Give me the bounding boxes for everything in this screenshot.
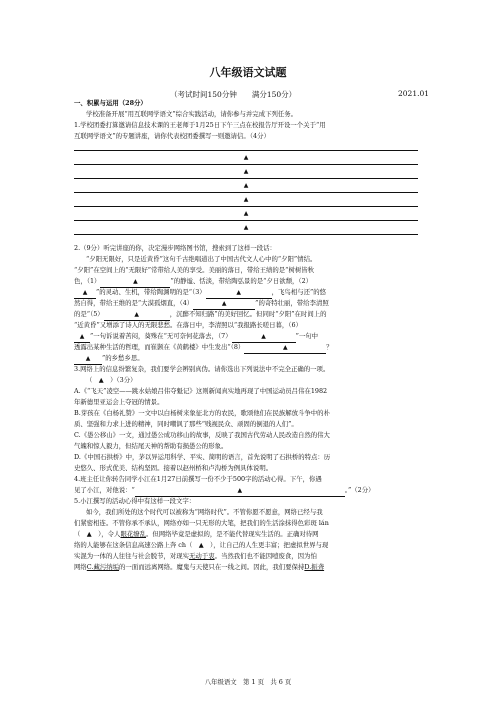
answer-triangle-icon: ▲ [243,168,249,175]
blank-1[interactable]: ▲ [100,276,170,288]
q1-line-1: 1.学校团委打算邀请信息技术课的王老师于1月25日下午三点在校报告厅开设一个关于“用 [74,121,326,129]
q2-line: ▲ ”一句诉说着苦闷，葵殊在“无可奈何花落去，（7） ▲ ”一句中 [74,331,419,343]
blank-3[interactable]: ▲ [206,287,272,299]
answer-triangle-icon: ▲ [243,182,249,189]
answer-triangle-icon: ▲ [243,154,249,161]
q5-line: 5.小江撰写的活动心得中有这样一段文字： [74,497,196,505]
answer-triangle-icon: ▲ [243,196,249,203]
q1-answer-box[interactable] [74,150,418,239]
blank-5[interactable]: ▲ [104,309,170,321]
answer-line[interactable] [74,193,418,207]
option-a: A.《“飞天”凌空——跳水姑娘吕伟夺魁记》这则新闻真实地再现了中国运动员吕伟在1982 [74,387,328,395]
section-heading: 一、积累与运用（28分） [74,99,147,107]
q4-line: 见了小江，对他说：“ ▲ 。”（2分） [74,485,419,497]
option-c: 气魄和惊人毅力，但结尾天神的帮助有损愚公的形象。 [74,442,228,450]
answer-triangle-icon: ▲ [243,224,249,231]
q5-line: 如今，我们所处的这个时代可以被称为“网络时代”。不管你愿不愿意，网络已经与我 [86,508,323,516]
q4-line: 4.班主任让你转告同学小江在1月27日前撰写一份不少于500字的活动心得。下午，你遇 [74,475,322,483]
page-title: 八年级语文试题 [209,66,287,79]
underlined-word: 眼花缭乱 [120,530,147,538]
q4-blank[interactable]: ▲ [135,485,345,497]
q2-line: ▲ ”的灵动、生机，带给陶渊明的是“（3） ▲ ，飞鸟相与还”的悠 [74,287,419,299]
q3-line: （ ▲ ）（3分） [86,376,137,384]
exam-date: 2021.01 [398,89,430,98]
q2-line: ▲ ”的乡愁乡思。 [74,353,419,365]
q5-line: 络的人能够在这条信息高速公路上奔 ch（ ▲ ），让自己的人生更丰富；把虚拟世界与现 [74,541,329,549]
blank-8[interactable]: ▲ [244,342,326,354]
blank-8b[interactable]: ▲ [74,353,102,365]
answer-line[interactable] [74,151,418,165]
q5-line: 实混为一体的人往往与社会脱节，对现实无动于衷。当然我们也不能因噎废食，因为怕 [74,552,317,560]
underlined-word: 无动于衷 [189,552,215,560]
q2-line: “夕阳无限好，只是近黄昏”这句千古绝唱道出了中国古代文人心中的“夕阳”情结。 [86,255,317,263]
answer-line[interactable] [74,221,418,235]
q2-line: 透露出某种生活的哲理，而崔颢在《黄鹤楼》中生发出“（8） ▲ ？ [74,342,419,354]
option-a: 年新德里亚运会上夺冠的情景。 [74,398,164,406]
option-b: B.芽孩在《白杨礼赞》一文中以白杨树来象征北方的农民，歌颂他们在民族解放斗争中的朴 [74,409,330,417]
blank-7[interactable]: ▲ [232,331,296,343]
q3-line: 3.网络上的信息纷繁复杂，我们要学会辨别真伪。请你选出下列说法中不完全正确的一项。 [74,365,330,373]
option-c: C.《愚公移山》一文，通过愚公成功移山的故事，反映了我国古代劳动人民改造自然的伟大 [74,431,330,439]
q5-line: （ ▲ ），令人眼花缭乱。但网络毕竟是虚拟的，是不能代替现实生活的。正确对待网 [74,530,319,538]
answer-line[interactable] [74,207,418,221]
blank-2[interactable]: ▲ [74,287,96,299]
q2-line: 的是“（5） ▲ ，沉醉不知归路”的美好回忆。但同时“夕阳”在时间上的 [74,309,419,321]
underlined-word: C.藏污纳垢 [86,563,120,571]
q2-line: 2.（9分）听完讲座的你，决定漫步网络图书馆，搜索到了这样一段话： [74,244,276,252]
option-d: 史悠久、形式优美、结构坚固。接着以赵州桥和卢沟桥为例具体说明。 [74,464,273,472]
blank-6[interactable]: ▲ [74,331,90,343]
q5-line: 们紧密相连。不管你承不承认，网络亦如一只无形的大笔，把我们的生活涂抹得色彩斑 lán [74,519,329,527]
underlined-word: D.振聋 [304,563,325,571]
q2-line: “夕阳”在空间上的“无限好”常带给人美的享受。美丽的落日，带给王绩的是“树树皆秋 [74,266,315,274]
q5-line: 网络C.藏污纳垢的一面而远离网络。魔鬼与天使只在一线之间。因此，我们要保持D.振聋 [74,563,325,571]
answer-line[interactable] [74,179,418,193]
q1-line-2: 互联网学语文”的专题讲座，请你代表校团委撰写一则邀请信。（4分） [74,132,270,140]
answer-triangle-icon: ▲ [243,210,249,217]
intro-text: 学校准备开展“用互联网学语文”综合实践活动，请你参与并完成下列任务。 [86,110,298,118]
blank-4[interactable]: ▲ [193,298,255,310]
q2-line: 色，（1） ▲ ”的静谧、恬淡，带给陶弘景的是“夕日欲颓，（2） [74,276,419,288]
page-footer: 八年级语文 第 1 页 共 6 页 [204,678,292,686]
q2-line: “近黄昏”又增添了诗人的无限悲愁。在落日中，李清照以“我报路长嗟日暮，（6） [74,321,302,329]
exam-time-subtitle: （考试时间150分钟 满分150分） [170,90,297,99]
option-d: D.《中国石拱桥》中，茅以异运用科学、平实、简明的语言，首先说明了石拱桥的特点：历 [74,453,331,461]
answer-line[interactable] [74,165,418,179]
option-b: 质、坚强和力求上进的精神，同时嘲讽了那些“贱视民众、顽固的倒退的人们”。 [74,420,298,428]
q2-line: 然自得，带给王维的是“大漠孤烟直，（4） ▲ ”的奇特壮丽，带给李清照 [74,298,419,310]
